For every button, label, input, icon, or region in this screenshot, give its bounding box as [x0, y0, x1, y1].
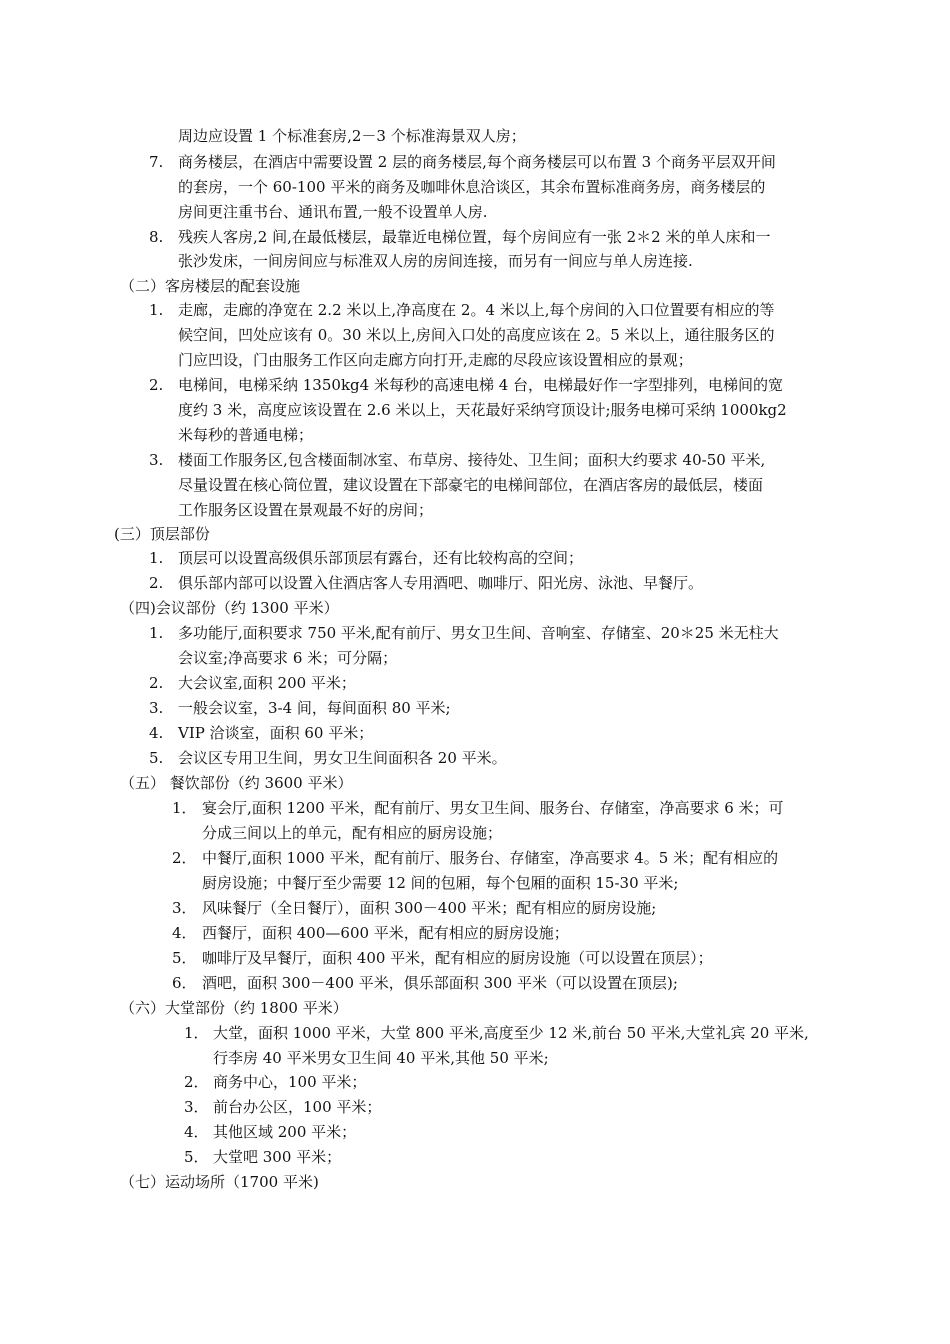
list-number: 5．	[184, 1148, 209, 1166]
list-number: 4．	[172, 924, 197, 942]
text-line: 米每秒的普通电梯；	[178, 426, 314, 444]
list-item-text: 酒吧，面积 300－400 平米，俱乐部面积 300 平米（可以设置在顶层);	[202, 974, 678, 992]
list-item-text: 会议区专用卫生间，男女卫生间面积各 20 平米。	[178, 749, 507, 767]
list-number: 1．	[172, 799, 197, 817]
list-item-text: 多功能厅,面积要求 750 平米,配有前厅、男女卫生间、音响室、存储室、20＊25 米无柱大	[178, 624, 779, 642]
list-number: 4．	[184, 1123, 209, 1141]
text-line: 的套房，一个 60-100 平米的商务及咖啡休息洽谈区，其余布置标准商务房，商务楼层的	[178, 178, 766, 196]
list-item-text: 一般会议室，3-4 间，每间面积 80 平米;	[178, 699, 451, 717]
list-item-text: 大堂吧 300 平米；	[213, 1148, 342, 1166]
list-number: 1.	[149, 624, 164, 642]
list-number: 2．	[184, 1073, 209, 1091]
text-line: 张沙发床，一间房间应与标准双人房的房间连接，而另有一间应与单人房连接.	[178, 252, 693, 270]
list-number: 4.	[149, 724, 164, 742]
text-line: （五） 餐饮部份（约 3600 平米）	[120, 774, 353, 792]
list-item-text: 大堂，面积 1000 平米，大堂 800 平米,高度至少 12 米,前台 50 平米,大堂礼宾 20 平米,	[213, 1024, 809, 1042]
list-number: 2.	[149, 674, 164, 692]
list-item-text: 电梯间，电梯采纳 1350kg4 米每秒的高速电梯 4 台，电梯最好作一字型排列，电梯间的宽	[178, 376, 784, 394]
text-line: 门应凹设，门由服务工作区向走廊方向打开,走廊的尽段应该设置相应的景观；	[178, 351, 693, 369]
list-item-text: 残疾人客房,2 间,在最低楼层，最靠近电梯位置，每个房间应有一张 2＊2 米的单人床和一	[178, 228, 771, 246]
list-number: 3.	[149, 451, 164, 469]
list-item-text: 俱乐部内部可以设置入住酒店客人专用酒吧、咖啡厅、阳光房、泳池、早餐厅。	[178, 574, 704, 592]
list-item-text: 商务楼层，在酒店中需要设置 2 层的商务楼层,每个商务楼层可以布置 3 个商务平层双开间	[178, 153, 776, 171]
text-line: 会议室;净高要求 6 米；可分隔；	[178, 649, 398, 667]
text-line: （七）运动场所（1700 平米)	[120, 1173, 319, 1191]
list-number: 3．	[172, 899, 197, 917]
text-line: 厨房设施；中餐厅至少需要 12 间的包厢，每个包厢的面积 15-30 平米;	[202, 874, 679, 892]
text-line: （二）客房楼层的配套设施	[120, 277, 301, 295]
list-number: 5．	[172, 949, 197, 967]
list-number: 2.	[149, 574, 164, 592]
list-item-text: 其他区域 200 平米；	[213, 1123, 357, 1141]
list-number: 3．	[184, 1098, 209, 1116]
text-line: 尽量设置在核心筒位置，建议设置在下部豪宅的电梯间部位，在酒店客房的最低层，楼面	[178, 476, 764, 494]
list-item-text: 西餐厅，面积 400—600 平米，配有相应的厨房设施；	[202, 924, 569, 942]
text-line: 工作服务区设置在景观最不好的房间；	[178, 501, 434, 519]
list-item-text: 大会议室,面积 200 平米；	[178, 674, 356, 692]
list-number: 8.	[149, 228, 164, 246]
list-item-text: 楼面工作服务区,包含楼面制冰室、布草房、接待处、卫生间；面积大约要求 40-50 平米,	[178, 451, 766, 469]
list-item-text: 宴会厅,面积 1200 平米，配有前厅、男女卫生间、服务台、存储室，净高要求 6 米；可	[202, 799, 784, 817]
list-item-text: 中餐厅,面积 1000 平米，配有前厅、服务台、存储室，净高要求 4。5 米；配有相应的	[202, 849, 779, 867]
list-item-text: 前台办公区，100 平米；	[213, 1098, 382, 1116]
text-line: 分成三间以上的单元，配有相应的厨房设施；	[202, 824, 503, 842]
list-item-text: 商务中心，100 平米；	[213, 1073, 367, 1091]
list-item-text: 咖啡厅及早餐厅，面积 400 平米，配有相应的厨房设施（可以设置在顶层）；	[202, 949, 713, 967]
list-number: 6．	[172, 974, 197, 992]
text-line: （四)会议部份（约 1300 平米）	[120, 599, 339, 617]
list-item-text: 顶层可以设置高级俱乐部顶层有露台，还有比较构高的空间；	[178, 549, 584, 567]
list-item-text: VIP 洽谈室，面积 60 平米；	[178, 724, 374, 742]
text-line: （六）大堂部份（约 1800 平米）	[120, 999, 348, 1017]
list-number: 2.	[149, 376, 164, 394]
text-line: 周边应设置 1 个标准套房,2－3 个标准海景双人房；	[178, 127, 526, 145]
text-line: 度约 3 米，高度应该设置在 2.6 米以上，天花最好采纳穹顶设计;服务电梯可采纳 1000kg2	[178, 401, 787, 419]
list-number: 1.	[149, 301, 164, 319]
list-item-text: 走廊，走廊的净宽在 2.2 米以上,净高度在 2。4 米以上,每个房间的入口位置要有相应的等	[178, 301, 775, 319]
list-item-text: 风味餐厅（全日餐厅），面积 300－400 平米；配有相应的厨房设施;	[202, 899, 657, 917]
list-number: 1.	[149, 549, 164, 567]
list-number: 3.	[149, 699, 164, 717]
text-line: 候空间，凹处应该有 0。30 米以上,房间入口处的高度应该在 2。5 米以上，通往服务区的	[178, 326, 775, 344]
list-number: 1．	[184, 1024, 209, 1042]
list-number: 2．	[172, 849, 197, 867]
text-line: 房间更注重书台、通讯布置,一般不设置单人房.	[178, 203, 488, 221]
list-number: 5.	[149, 749, 164, 767]
text-line: (三）顶层部份	[114, 525, 210, 543]
text-line: 行李房 40 平米男女卫生间 40 平米,其他 50 平米;	[213, 1049, 549, 1067]
list-number: 7.	[149, 153, 164, 171]
